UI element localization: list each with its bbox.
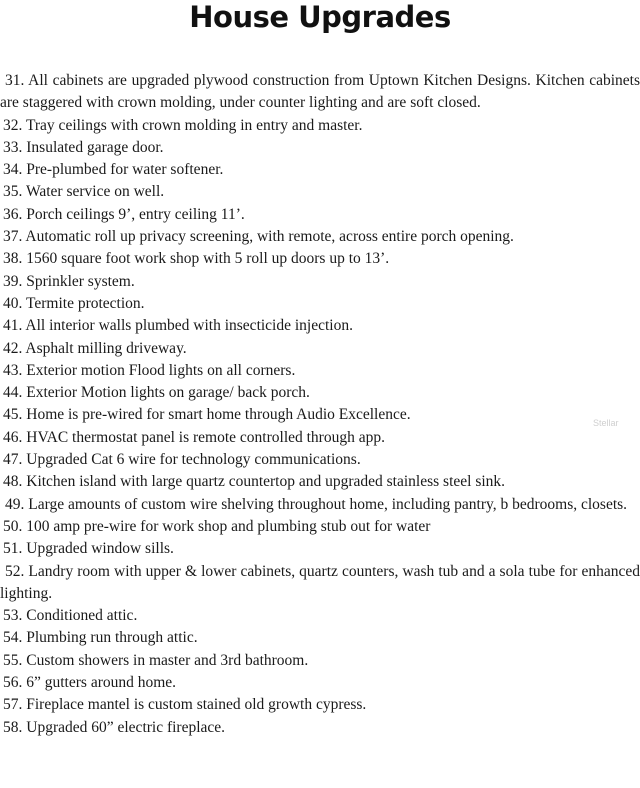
list-item: 38. 1560 square foot work shop with 5 roll up doors up to 13’. <box>3 250 390 268</box>
list-item-text: 49. Large amounts of custom wire shelving throughout home, including pantry, b bedrooms, closets. <box>5 495 628 513</box>
list-item: 33. Insulated garage door. <box>3 138 164 156</box>
list-item: 41. All interior walls plumbed with insecticide injection. <box>3 317 353 335</box>
list-item: 57. Fireplace mantel is custom stained old growth cypress. <box>3 696 367 714</box>
list-item: 51. Upgraded window sills. <box>3 540 174 558</box>
list-item <box>0 494 640 516</box>
list-item-text: 52. Landry room with upper & lower cabinets, quartz counters, wash tub and a sola tube for enhanced lighting. <box>0 562 640 602</box>
list-item: 44. Exterior Motion lights on garage/ back porch. <box>3 384 310 402</box>
list-item-text: 31. All cabinets are upgraded plywood construction from Uptown Kitchen Designs. Kitchen cabinets are staggered with crown molding, under counter lighting and are soft closed. <box>0 72 640 112</box>
upgrades-list <box>0 70 640 739</box>
list-item: 50. 100 amp pre-wire for work shop and plumbing stub out for water <box>3 517 431 535</box>
list-item: 58. Upgraded 60” electric fireplace. <box>3 718 226 736</box>
list-item: 56. 6” gutters around home. <box>3 674 177 692</box>
watermark: Stellar <box>593 418 619 428</box>
list-item: 40. Termite protection. <box>3 294 145 312</box>
list-item <box>0 561 640 606</box>
list-item <box>0 70 640 115</box>
list-item: 47. Upgraded Cat 6 wire for technology communications. <box>3 451 361 469</box>
page-title: House Upgrades <box>189 0 451 34</box>
list-item: 43. Exterior motion Flood lights on all corners. <box>3 361 296 379</box>
list-item: 35. Water service on well. <box>3 183 165 201</box>
list-item: 48. Kitchen island with large quartz countertop and upgraded stainless steel sink. <box>3 473 506 491</box>
list-item: 46. HVAC thermostat panel is remote controlled through app. <box>3 428 385 446</box>
list-item: 36. Porch ceilings 9’, entry ceiling 11’. <box>3 205 245 223</box>
list-item: 34. Pre-plumbed for water softener. <box>3 161 224 179</box>
list-item: 54. Plumbing run through attic. <box>3 629 198 647</box>
list-item: 37. Automatic roll up privacy screening, with remote, across entire porch opening. <box>3 228 514 246</box>
list-item: 32. Tray ceilings with crown molding in entry and master. <box>3 116 363 134</box>
list-item: 42. Asphalt milling driveway. <box>3 339 187 357</box>
list-item: 45. Home is pre-wired for smart home through Audio Excellence. <box>3 406 411 424</box>
list-item: 39. Sprinkler system. <box>3 272 135 290</box>
list-item: 53. Conditioned attic. <box>3 607 138 625</box>
list-item: 55. Custom showers in master and 3rd bathroom. <box>3 651 309 669</box>
